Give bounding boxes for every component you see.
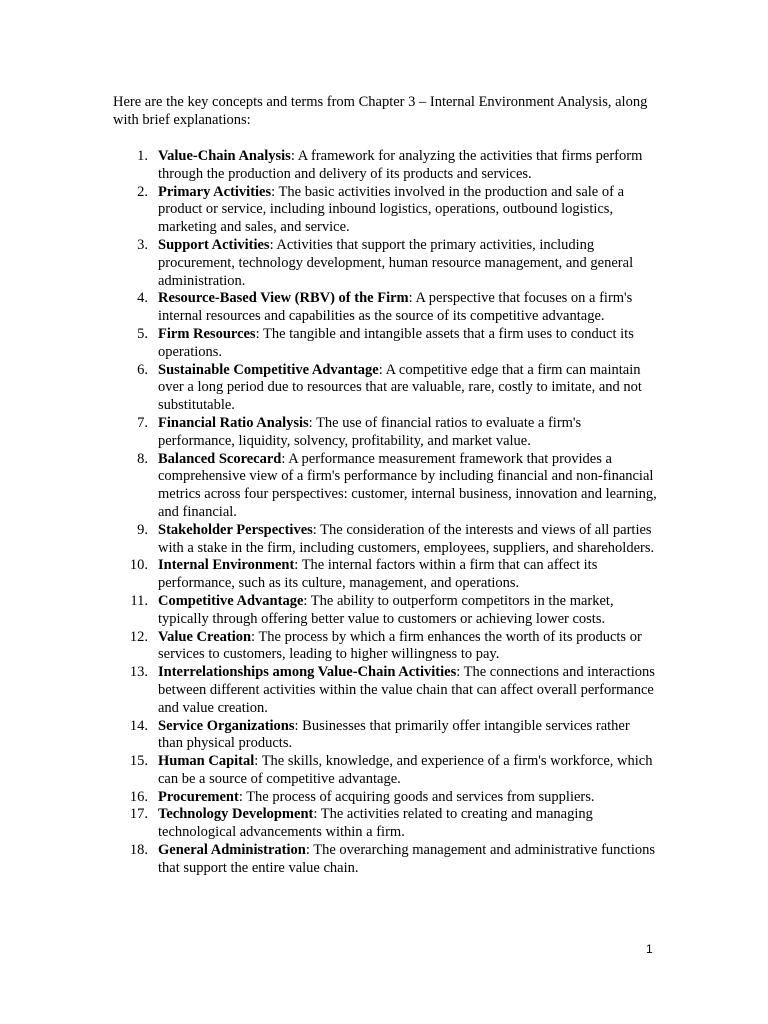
item-description: : A perspective that focuses on a firm's internal resources and capabilities as the source of its competitive advantage.	[158, 290, 633, 325]
item-description: : The activities related to creating and managing technological advancements within a firm.	[158, 806, 593, 841]
list-item	[113, 629, 658, 665]
item-term: Balanced Scorecard	[158, 450, 282, 467]
list-item	[113, 806, 658, 842]
item-term: Service Organizations	[158, 717, 295, 734]
list-item	[113, 522, 658, 558]
item-number: 13.	[129, 664, 148, 681]
item-term: Financial Ratio Analysis	[158, 414, 309, 431]
item-number: 14.	[129, 717, 148, 734]
item-term: Value Creation	[158, 628, 252, 645]
item-number: 8.	[137, 450, 148, 467]
list-item	[113, 290, 658, 326]
item-description: : The use of financial ratios to evaluate a firm's performance, liquidity, solvency, profitability, and market value.	[158, 414, 582, 449]
item-term: Firm Resources	[158, 325, 256, 342]
list-item	[113, 237, 658, 290]
list-item	[113, 451, 658, 522]
item-term: Technology Development	[158, 806, 314, 823]
intro-paragraph: Here are the key concepts and terms from Chapter 3 – Internal Environment Analysis, along with brief explanations:	[113, 94, 648, 128]
item-number: 10.	[129, 557, 148, 574]
item-number: 17.	[129, 806, 148, 823]
item-description: : Activities that support the primary activities, including procurement, technology development, human resource management, and general administration.	[158, 236, 634, 289]
item-description: : The basic activities involved in the production and sale of a product or service, including inbound logistics, operations, outbound logistics, marketing and sales, and service.	[158, 183, 625, 236]
item-description: : The internal factors within a firm that can affect its performance, such as its culture, management, and operations.	[158, 557, 598, 592]
item-number: 1.	[137, 148, 148, 164]
item-term: Human Capital	[158, 753, 255, 770]
item-term: General Administration	[158, 842, 306, 859]
list-item	[113, 842, 658, 878]
item-description: : A competitive edge that a firm can maintain over a long period due to resources that are valuable, rare, costly to imitate, and not substitutable.	[158, 361, 642, 414]
item-number: 2.	[137, 183, 148, 200]
item-description: : The tangible and intangible assets that a firm uses to conduct its operations.	[158, 325, 634, 360]
item-number: 5.	[137, 325, 148, 342]
item-description: : Businesses that primarily offer intangible services rather than physical products.	[158, 717, 630, 752]
item-number: 7.	[137, 414, 148, 431]
item-term: Value-Chain Analysis	[158, 148, 291, 164]
item-term: Internal Environment	[158, 557, 295, 574]
list-item	[113, 557, 658, 593]
page-number: 1	[646, 942, 653, 956]
item-description: : The process by which a firm enhances the worth of its products or services to customers, leading to higher willingness to pay.	[158, 628, 642, 663]
item-number: 12.	[129, 628, 148, 645]
list-item	[113, 664, 658, 717]
list-item	[113, 184, 658, 237]
item-description: : The ability to outperform competitors in the market, typically through offering better value to customers or achieving lower costs.	[158, 592, 614, 627]
list-item	[113, 718, 658, 754]
item-term: Support Activities	[158, 236, 270, 253]
list-item	[113, 789, 658, 807]
item-number: 3.	[137, 236, 148, 253]
item-description: : The overarching management and administrative functions that support the entire value chain.	[158, 842, 656, 876]
list-item	[113, 415, 658, 451]
item-number: 6.	[137, 361, 148, 378]
list-item	[113, 148, 658, 184]
list-item	[113, 326, 658, 362]
item-number: 15.	[129, 753, 148, 770]
list-item	[113, 362, 658, 415]
item-term: Stakeholder Perspectives	[158, 521, 313, 538]
item-term: Resource-Based View (RBV) of the Firm	[158, 290, 409, 307]
item-term: Competitive Advantage	[158, 592, 304, 609]
item-description: : The process of acquiring goods and services from suppliers.	[238, 788, 595, 805]
key-terms-list	[113, 148, 658, 878]
item-term: Interrelationships among Value-Chain Activities	[158, 664, 457, 681]
item-description: : The consideration of the interests and views of all parties with a stake in the firm, including customers, employees, suppliers, and shareholders.	[158, 521, 655, 556]
item-number: 4.	[137, 290, 148, 307]
list-item	[113, 593, 658, 629]
item-number: 16.	[129, 788, 148, 805]
item-term: Primary Activities	[158, 183, 272, 200]
item-term: Procurement	[158, 788, 239, 805]
item-description: : The skills, knowledge, and experience of a firm's workforce, which can be a source of competitive advantage.	[158, 753, 653, 787]
item-number: 18.	[129, 842, 148, 859]
item-number: 11.	[130, 592, 148, 609]
item-description: : A performance measurement framework that provides a comprehensive view of a firm's performance by including financial and non-financial metrics across four perspectives: customer, internal business, innovation and learning, and financial.	[158, 450, 657, 520]
item-description: : A framework for analyzing the activities that firms perform through the production and delivery of its products and services.	[158, 148, 643, 182]
item-term: Sustainable Competitive Advantage	[158, 361, 379, 378]
item-description: : The connections and interactions between different activities within the value chain that can affect overall performance and value creation.	[158, 664, 655, 716]
item-number: 9.	[137, 521, 148, 538]
list-item	[113, 753, 658, 789]
